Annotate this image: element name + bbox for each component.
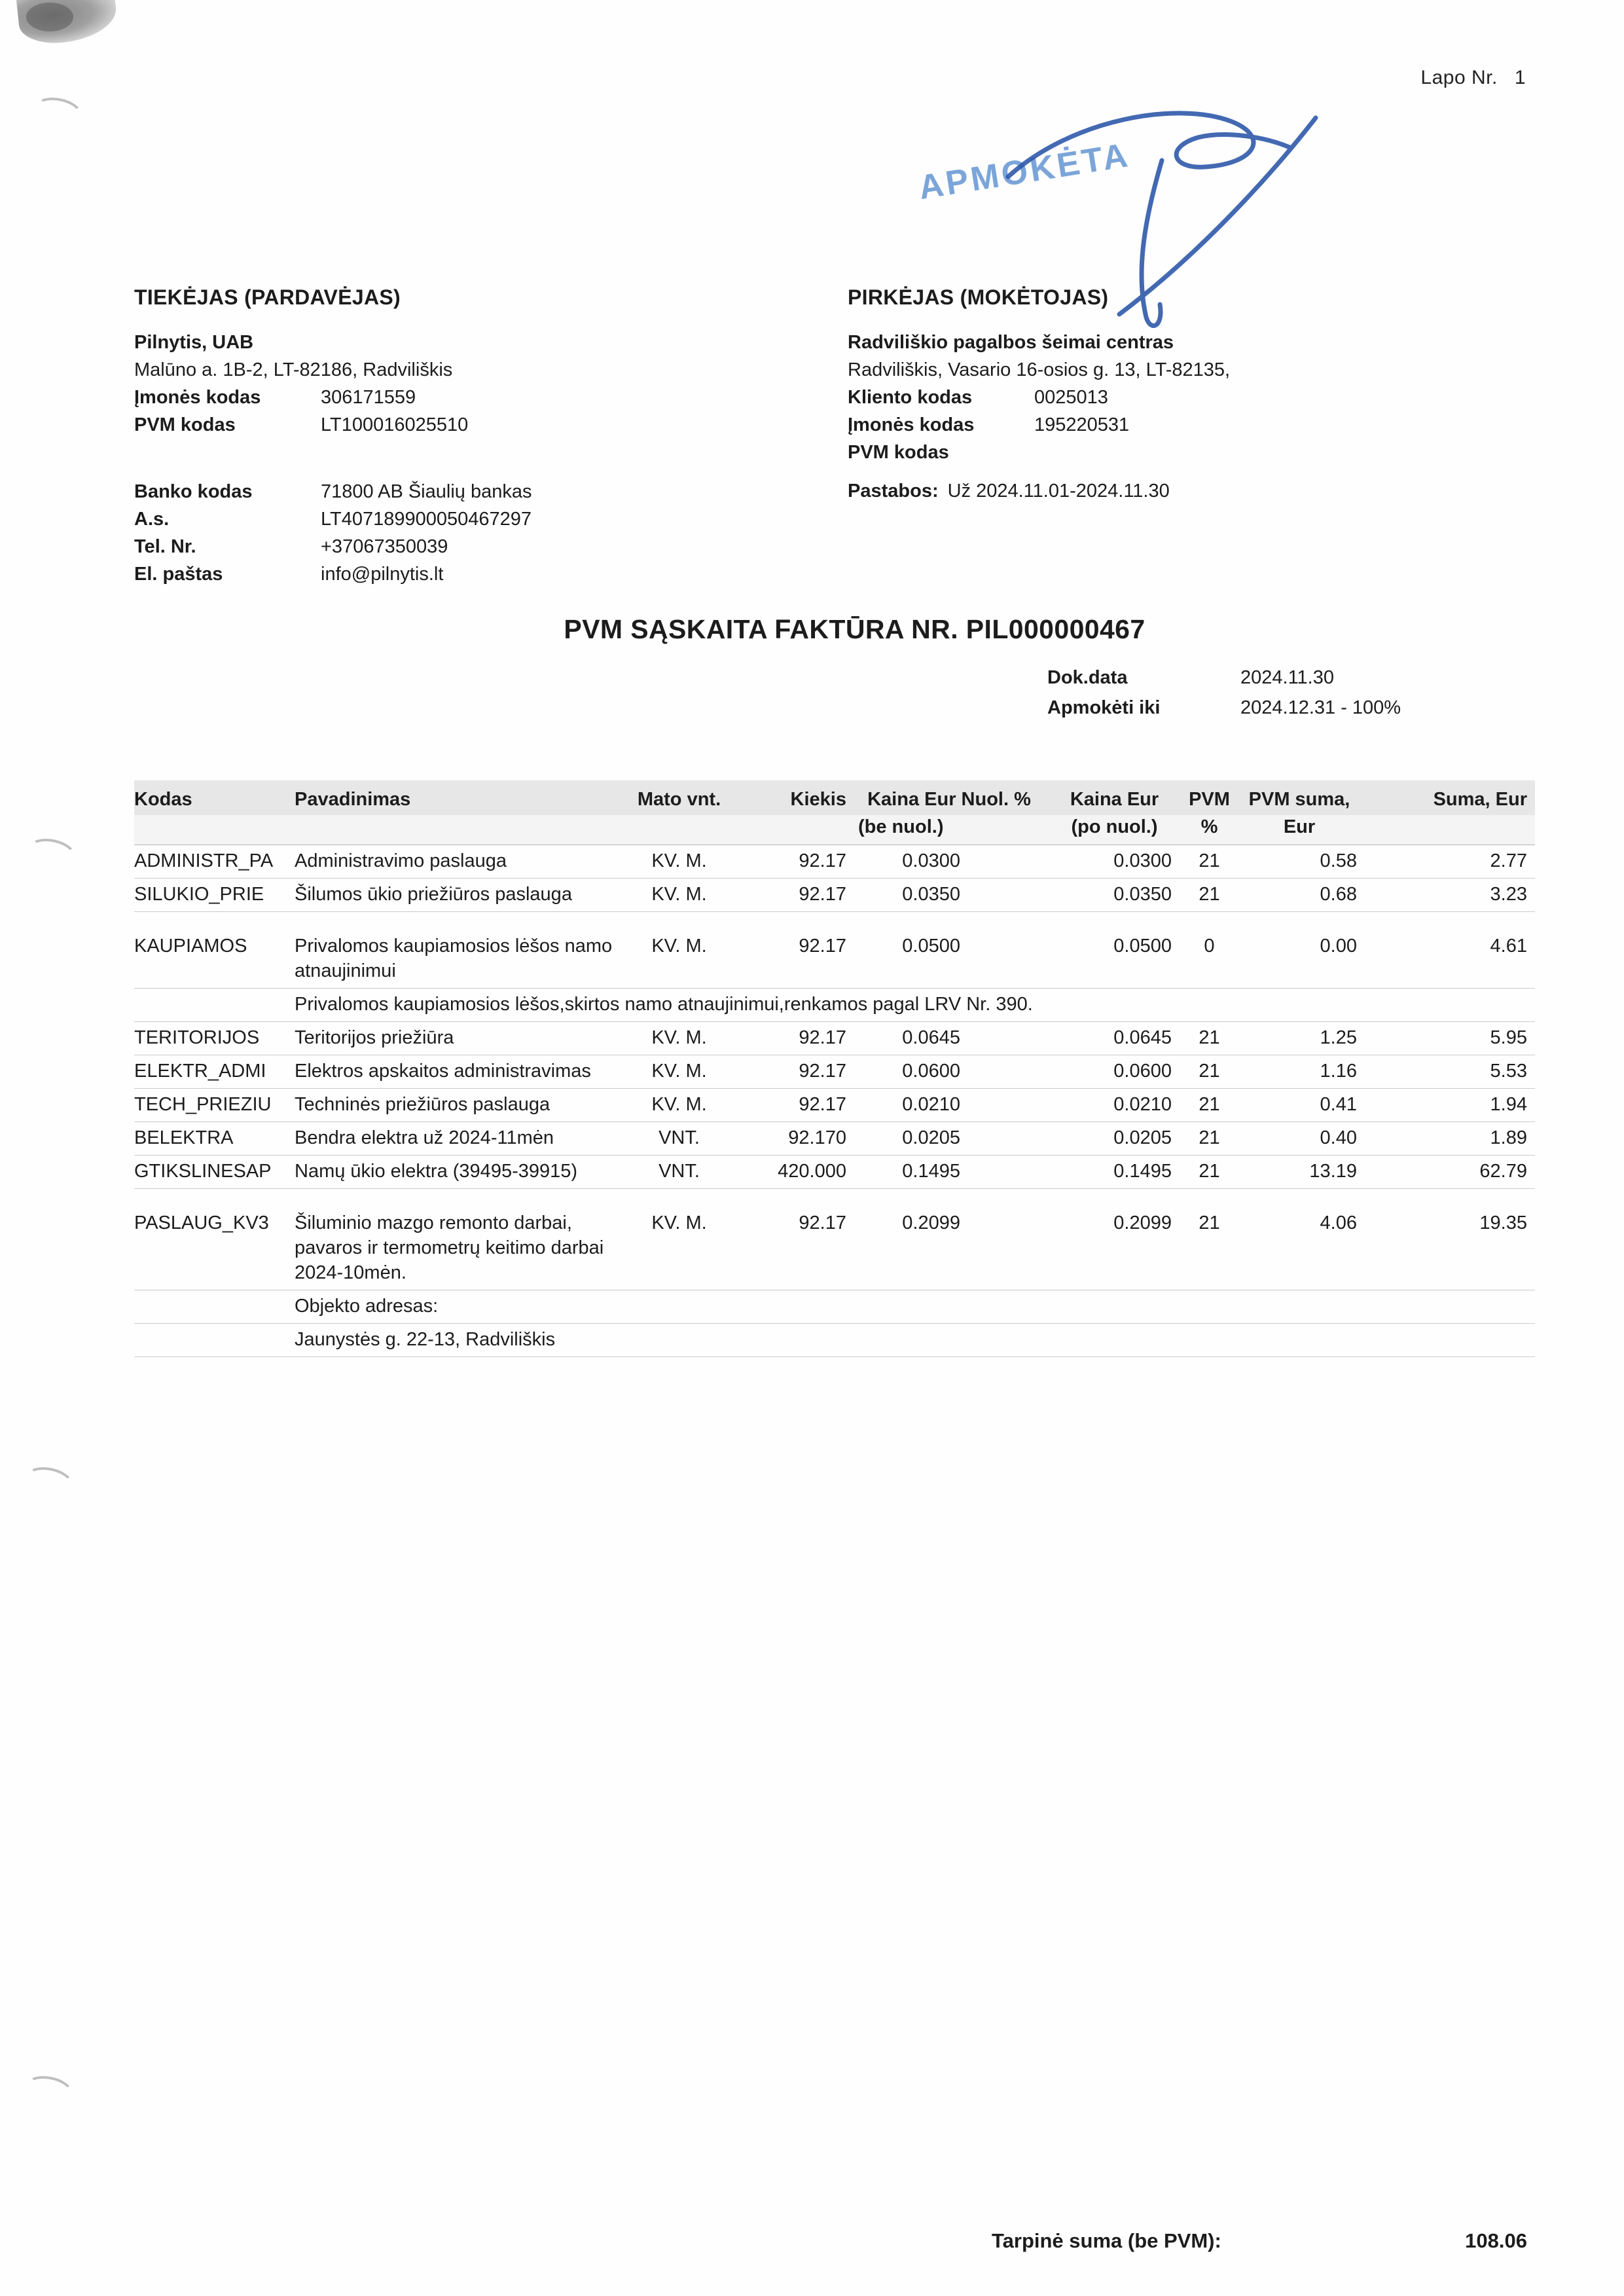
cell-kaina-be: 0.1495 [902, 1161, 960, 1182]
cell-mato-vnt: VNT. [659, 1127, 700, 1148]
scan-curl-artifact [22, 1463, 75, 1500]
buyer-address: Radviliškis, Vasario 16-osios g. 13, LT-82135, [848, 359, 1231, 380]
header-pvm-suma: PVM suma, Eur [1248, 789, 1350, 837]
cell-suma: 1.89 [1490, 1127, 1527, 1148]
cell-kodas: ELEKTR_ADMI [134, 1061, 266, 1082]
meta-label: Dok.data [1047, 667, 1128, 688]
cell-suma: 5.95 [1490, 1027, 1527, 1048]
cell-mato-vnt: VNT. [659, 1161, 700, 1182]
cell-mato-vnt: KV. M. [651, 850, 707, 871]
table-note [134, 1324, 1535, 1357]
cell-kaina-be: 0.0205 [902, 1127, 960, 1148]
cell-pvm-suma: 0.58 [1320, 850, 1357, 871]
cell-pavadinimas: Techninės priežiūros paslauga [295, 1094, 550, 1115]
page-number-label: Lapo Nr. [1420, 67, 1498, 88]
cell-mato-vnt: KV. M. [651, 1094, 707, 1115]
cell-kaina-be: 0.2099 [902, 1212, 960, 1233]
cell-pvm-proc: 21 [1199, 1161, 1220, 1182]
cell-pvm-proc: 21 [1199, 1127, 1220, 1148]
cell-kaina-po: 0.0300 [1113, 850, 1172, 871]
supplier-heading: TIEKĖJAS (PARDAVĖJAS) [134, 285, 401, 309]
table-note-text: Jaunystės g. 22-13, Radviliškis [295, 1329, 556, 1350]
scan-curl-artifact [31, 94, 84, 130]
cell-pvm-suma: 1.16 [1320, 1061, 1357, 1082]
table-row [134, 1156, 1535, 1189]
cell-pavadinimas: Administravimo paslauga [295, 850, 507, 871]
cell-pvm-proc: 0 [1204, 936, 1215, 957]
supplier-field [134, 478, 828, 505]
cell-kiekis: 92.17 [799, 884, 846, 905]
cell-kaina-po: 0.1495 [1113, 1161, 1172, 1182]
invoice-table [134, 780, 1535, 1357]
cell-kiekis: 92.17 [799, 1212, 846, 1233]
cell-kodas: TERITORIJOS [134, 1027, 260, 1048]
field-value: +37067350039 [321, 536, 448, 557]
cell-kaina-po: 0.0210 [1113, 1094, 1172, 1115]
meta-label: Apmokėti iki [1047, 697, 1161, 718]
cell-kodas: SILUKIO_PRIE [134, 884, 264, 905]
cell-pavadinimas: Teritorijos priežiūra [295, 1027, 454, 1048]
cell-pvm-suma: 0.41 [1320, 1094, 1357, 1115]
meta-value: 2024.12.31 - 100% [1240, 697, 1401, 718]
cell-kaina-be: 0.0500 [902, 936, 960, 957]
cell-pavadinimas: Elektros apskaitos administravimas [295, 1061, 591, 1082]
cell-pvm-suma: 4.06 [1320, 1212, 1357, 1233]
header-suma: Suma, Eur [1433, 789, 1527, 810]
table-note [134, 1290, 1535, 1324]
header-pvm-proc: PVM % [1189, 789, 1230, 837]
table-row [134, 1055, 1535, 1089]
cell-pvm-proc: 21 [1199, 884, 1220, 905]
cell-pvm-proc: 21 [1199, 1027, 1220, 1048]
invoice-meta [1047, 663, 1401, 723]
cell-kiekis: 92.170 [788, 1127, 846, 1148]
supplier-address: Malūno a. 1B-2, LT-82186, Radviliškis [134, 359, 453, 380]
field-label: Kliento kodas [848, 387, 973, 408]
supplier-field [134, 505, 828, 533]
table-row [134, 1122, 1535, 1156]
cell-kodas: ADMINISTR_PA [134, 850, 274, 871]
cell-pavadinimas: Privalomos kaupiamosios lėšos namo atnaujinimui [295, 936, 613, 981]
table-header [134, 780, 1535, 845]
subtotal-row [134, 2229, 1535, 2253]
scan-corner-shadow-dark [26, 3, 73, 31]
field-label: A.s. [134, 509, 170, 530]
cell-suma: 5.53 [1490, 1061, 1527, 1082]
table-note [134, 989, 1535, 1022]
header-pavadinimas: Pavadinimas [295, 789, 411, 810]
cell-mato-vnt: KV. M. [651, 1027, 707, 1048]
buyer-section [848, 283, 1542, 505]
buyer-name: Radviliškio pagalbos šeimai centras [848, 332, 1174, 353]
cell-kiekis: 92.17 [799, 1094, 846, 1115]
cell-kaina-po: 0.0600 [1113, 1061, 1172, 1082]
table-note-text: Objekto adresas: [295, 1296, 439, 1317]
header-kaina-po-nuol: Kaina Eur (po nuol.) [1070, 789, 1159, 837]
subtotal-value: 108.06 [1465, 2229, 1527, 2252]
field-value: 195220531 [1034, 414, 1130, 435]
header-kiekis: Kiekis [790, 789, 846, 810]
cell-kaina-be: 0.0645 [902, 1027, 960, 1048]
supplier-name: Pilnytis, UAB [134, 332, 254, 353]
buyer-heading: PIRKĖJAS (MOKĖTOJAS) [848, 285, 1109, 309]
supplier-field [134, 384, 828, 411]
cell-suma: 1.94 [1490, 1094, 1527, 1115]
invoice-table-body [134, 845, 1535, 1357]
cell-kaina-po: 0.0500 [1113, 936, 1172, 957]
supplier-field [134, 411, 828, 439]
scan-curl-artifact [25, 835, 78, 871]
cell-kiekis: 420.000 [778, 1161, 846, 1182]
cell-kaina-be: 0.0600 [902, 1061, 960, 1082]
cell-kodas: KAUPIAMOS [134, 936, 247, 957]
cell-pavadinimas: Bendra elektra už 2024-11mėn [295, 1127, 554, 1148]
cell-pavadinimas: Namų ūkio elektra (39495-39915) [295, 1161, 578, 1182]
cell-mato-vnt: KV. M. [651, 884, 707, 905]
field-value: 0025013 [1034, 387, 1108, 408]
field-value: info@pilnytis.lt [321, 564, 444, 585]
cell-mato-vnt: KV. M. [651, 1061, 707, 1082]
scan-corner-shadow [16, 0, 118, 47]
cell-mato-vnt: KV. M. [651, 1212, 707, 1233]
field-value: 71800 AB Šiaulių bankas [321, 481, 532, 502]
table-row [134, 930, 1535, 989]
cell-kiekis: 92.17 [799, 936, 846, 957]
field-label: Įmonės kodas [848, 414, 975, 435]
header-mato-vnt: Mato vnt. [637, 789, 721, 810]
table-row [134, 1207, 1535, 1290]
cell-mato-vnt: KV. M. [651, 936, 707, 957]
cell-suma: 4.61 [1490, 936, 1527, 957]
table-note-text: Privalomos kaupiamosios lėšos,skirtos namo atnaujinimui,renkamos pagal LRV Nr. 390. [295, 994, 1033, 1015]
table-row [134, 1022, 1535, 1055]
cell-kaina-be: 0.0350 [902, 884, 960, 905]
header-kaina-be-nuol: Kaina Eur Nuol. % (be nuol.) [858, 789, 1031, 837]
cell-kiekis: 92.17 [799, 1061, 846, 1082]
supplier-field [134, 560, 828, 588]
cell-pvm-proc: 21 [1199, 1212, 1220, 1233]
cell-pvm-suma: 0.00 [1320, 936, 1357, 957]
field-label: El. paštas [134, 564, 223, 585]
cell-kodas: TECH_PRIEZIU [134, 1094, 272, 1115]
buyer-field [848, 384, 1542, 411]
scan-curl-artifact [22, 2072, 75, 2109]
buyer-field [848, 439, 1542, 466]
cell-kaina-po: 0.0645 [1113, 1027, 1172, 1048]
buyer-field [848, 411, 1542, 439]
field-label: Banko kodas [134, 481, 253, 502]
field-value: LT407189900050467297 [321, 509, 532, 530]
cell-suma: 2.77 [1490, 850, 1527, 871]
cell-suma: 3.23 [1490, 884, 1527, 905]
cell-kaina-po: 0.2099 [1113, 1212, 1172, 1233]
field-label: PVM kodas [134, 414, 236, 435]
cell-kaina-po: 0.0205 [1113, 1127, 1172, 1148]
cell-kodas: GTIKSLINESAP [134, 1161, 272, 1182]
table-spacer [134, 912, 1535, 930]
cell-pvm-proc: 21 [1199, 1094, 1220, 1115]
supplier-field [134, 533, 828, 560]
cell-pvm-suma: 13.19 [1309, 1161, 1357, 1182]
supplier-bank-group [134, 478, 828, 588]
cell-pvm-proc: 21 [1199, 1061, 1220, 1082]
field-label: PVM kodas [848, 442, 949, 463]
supplier-section [134, 283, 828, 588]
buyer-pastabos [848, 477, 1542, 505]
cell-pavadinimas: Šiluminio mazgo remonto darbai, pavaros ir termometrų keitimo darbai 2024-10mėn. [295, 1212, 604, 1283]
field-label: Tel. Nr. [134, 536, 196, 557]
header-kodas: Kodas [134, 789, 192, 810]
cell-kodas: PASLAUG_KV3 [134, 1212, 269, 1233]
meta-row [1047, 663, 1401, 693]
cell-kodas: BELEKTRA [134, 1127, 234, 1148]
field-label: Pastabos: [848, 481, 939, 501]
cell-kaina-po: 0.0350 [1113, 884, 1172, 905]
invoice-title: PVM SĄSKAITA FAKTŪRA NR. PIL000000467 [564, 614, 1146, 644]
table-row [134, 1089, 1535, 1122]
table-row [134, 879, 1535, 912]
cell-pvm-suma: 1.25 [1320, 1027, 1357, 1048]
meta-row [1047, 693, 1401, 723]
cell-kaina-be: 0.0300 [902, 850, 960, 871]
subtotal-label: Tarpinė suma (be PVM): [992, 2229, 1221, 2252]
cell-pavadinimas: Šilumos ūkio priežiūros paslauga [295, 884, 572, 905]
meta-value: 2024.11.30 [1240, 667, 1334, 688]
cell-kaina-be: 0.0210 [902, 1094, 960, 1115]
cell-pvm-suma: 0.68 [1320, 884, 1357, 905]
cell-suma: 62.79 [1479, 1161, 1527, 1182]
page-number-value: 1 [1514, 67, 1526, 88]
cell-pvm-suma: 0.40 [1320, 1127, 1357, 1148]
field-value: Už 2024.11.01-2024.11.30 [947, 481, 1170, 501]
cell-pvm-proc: 21 [1199, 850, 1220, 871]
page-number [1420, 67, 1526, 89]
field-value: 306171559 [321, 387, 416, 408]
paid-stamp: APMOKĖTA [916, 136, 1133, 208]
cell-kiekis: 92.17 [799, 850, 846, 871]
table-spacer [134, 1189, 1535, 1207]
field-value: LT100016025510 [321, 414, 469, 435]
cell-kiekis: 92.17 [799, 1027, 846, 1048]
table-row [134, 845, 1535, 879]
cell-suma: 19.35 [1479, 1212, 1527, 1233]
field-label: Įmonės kodas [134, 387, 261, 408]
